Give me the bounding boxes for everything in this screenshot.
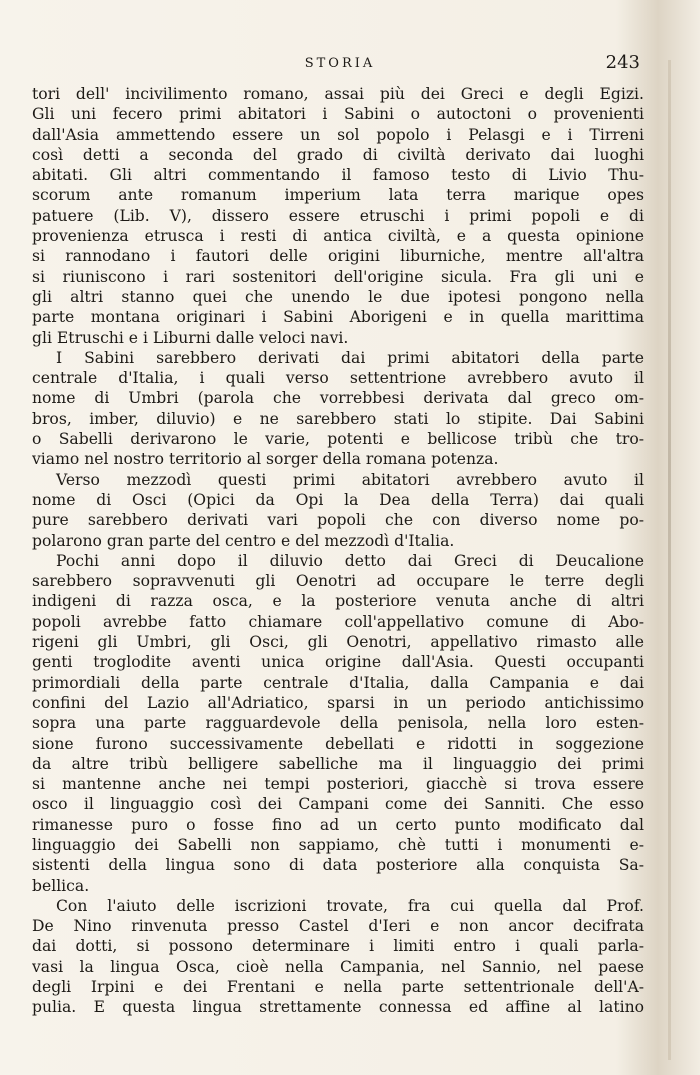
text-line: popoli avrebbe fatto chiamare coll'appellativo comune di Abo-	[32, 612, 644, 631]
text-line: pure sarebbero derivati vari popoli che con diverso nome po-	[32, 511, 644, 530]
text-line: pulia. E questa lingua strettamente connessa ed affine al latino	[32, 998, 644, 1017]
text-line: così detti a seconda del grado di civiltà derivato dai luoghi	[32, 145, 644, 164]
text-line: sarebbero sopravvenuti gli Oenotri ad occupare le terre degli	[32, 572, 644, 591]
text-line: I Sabini sarebbero derivati dai primi abitatori della parte	[56, 348, 644, 367]
text-line: sopra una parte ragguardevole della penisola, nella loro esten-	[32, 714, 644, 733]
text-line: scorum ante romanum imperium lata terra marique opes	[32, 186, 644, 205]
text-line: Gli uni fecero primi abitatori i Sabini o autoctoni o provenienti	[32, 105, 644, 124]
text-line: De Nino rinvenuta presso Castel d'Ieri e non ancor decifrata	[32, 917, 644, 936]
text-line: rimanesse puro o fosse fino ad un certo punto modificato dal	[32, 815, 644, 834]
text-line: confini del Lazio all'Adriatico, sparsi in un periodo antichissimo	[32, 693, 644, 712]
text-line: primordiali della parte centrale d'Italia, dalla Campania e dai	[32, 673, 644, 692]
text-line: patuere (Lib. V), dissero essere etruschi i primi popoli e di	[32, 206, 644, 225]
page-header	[40, 52, 640, 76]
text-line: Pochi anni dopo il diluvio detto dai Greci di Deucalione	[56, 551, 644, 570]
body-text	[32, 84, 644, 1018]
text-line: osco il linguaggio così dei Campani come dei Sanniti. Che esso	[32, 795, 644, 814]
text-line: indigeni di razza osca, e la posteriore venuta anche di altri	[32, 592, 644, 611]
text-line: vasi la lingua Osca, cioè nella Campania, nel Sannio, nel paese	[32, 957, 644, 976]
text-line: polarono gran parte del centro e del mezzodì d'Italia.	[32, 531, 455, 550]
text-line: dall'Asia ammettendo essere un sol popolo i Pelasgi e i Tirreni	[32, 125, 644, 144]
text-line: si rannodano i fautori delle origini liburniche, mentre all'altra	[32, 247, 644, 266]
text-line: genti troglodite aventi unica origine dall'Asia. Questi occupanti	[32, 653, 644, 672]
text-line: centrale d'Italia, i quali verso settentrione avrebbero avuto il	[32, 369, 644, 388]
text-line: gli altri stanno quei che unendo le due ipotesi pongono nella	[32, 287, 644, 306]
text-line: Con l'aiuto delle iscrizioni trovate, fra cui quella dal Prof.	[56, 896, 644, 915]
running-title: STORIA	[304, 56, 376, 71]
text-line: nome di Osci (Opici da Opi la Dea della Terra) dai quali	[32, 490, 644, 509]
text-line: sistenti della lingua sono di data posteriore alla conquista Sa-	[32, 856, 644, 875]
text-line: degli Irpini e dei Frentani e nella parte settentrionale dell'A-	[32, 978, 644, 997]
text-line: viamo nel nostro territorio al sorger della romana potenza.	[32, 450, 499, 469]
text-line: parte montana originari i Sabini Aborigeni e in quella marittima	[32, 308, 644, 327]
text-line: linguaggio dei Sabelli non sappiamo, chè tutti i monumenti e-	[32, 835, 644, 854]
text-line: Verso mezzodì questi primi abitatori avrebbero avuto il	[56, 470, 644, 489]
text-line: gli Etruschi e i Liburni dalle veloci navi.	[32, 328, 349, 347]
text-line: rigeni gli Umbri, gli Osci, gli Oenotri, appellativo rimasto alle	[32, 633, 644, 652]
text-line: sione furono successivamente debellati e ridotti in soggezione	[32, 734, 644, 753]
text-line: si riuniscono i rari sostenitori dell'origine sicula. Fra gli uni e	[32, 267, 644, 286]
text-line: nome di Umbri (parola che vorrebbesi derivata dal greco om-	[32, 389, 644, 408]
text-line: o Sabelli derivarono le varie, potenti e bellicose tribù che tro-	[32, 430, 644, 449]
text-line: abitati. Gli altri commentando il famoso testo di Livio Thu-	[32, 166, 644, 185]
page-number: 243	[605, 52, 640, 73]
text-line: bros, imber, diluvio) e ne sarebbero stati lo stipite. Dai Sabini	[32, 409, 644, 428]
text-line: tori dell' incivilimento romano, assai più dei Greci e degli Egizi.	[32, 85, 644, 103]
text-line: bellica.	[32, 876, 90, 895]
text-line: si mantenne anche nei tempi posteriori, giacchè si trova essere	[32, 775, 644, 794]
text-line: provenienza etrusca i resti di antica civiltà, e a questa opinione	[32, 227, 644, 246]
text-line: da altre tribù belligere sabelliche ma il linguaggio dei primi	[32, 754, 644, 773]
text-line: dai dotti, si possono determinare i limiti entro i quali parla-	[32, 937, 644, 956]
page-gutter-shadow	[668, 60, 671, 1060]
